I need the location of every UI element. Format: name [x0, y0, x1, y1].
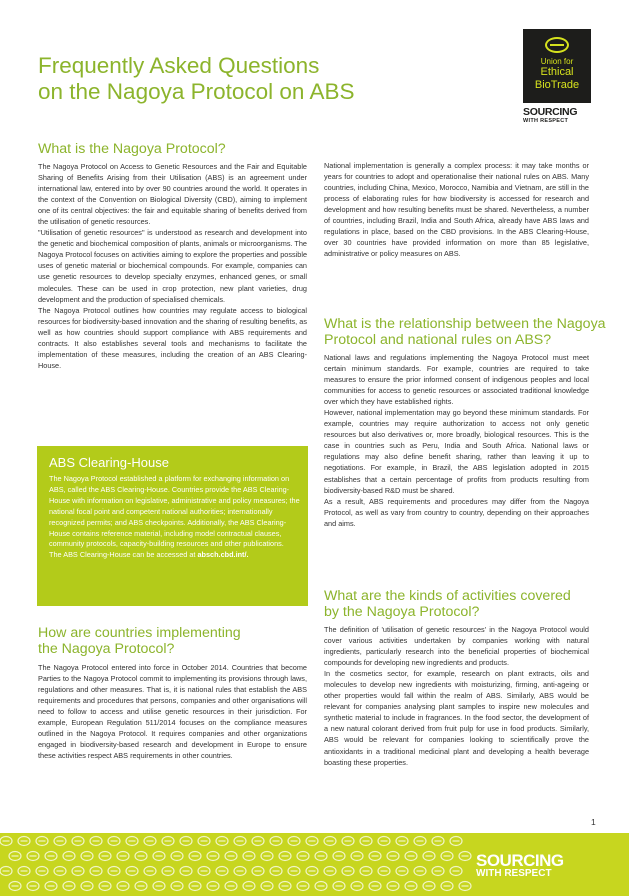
logo-line3: BioTrade [534, 79, 580, 91]
footer-emblem-icon [378, 837, 390, 846]
footer-emblem-icon [297, 882, 309, 891]
footer-emblem-icon [342, 837, 354, 846]
footer-emblem-icon [72, 837, 84, 846]
q3-heading-line1: What is the relationship between the Nagoya [324, 316, 606, 332]
q1-paragraph-2: "Utilisation of genetic resources" is understood as research and development into the genetic and biochemical composition of plants, animals or microorganisms. The Nagoya Protocol focuses on activities aiming to explore the properties and possible uses of genetic material or biochemical compounds. For example, companies can use genetic resources to develop specialty enzymes, enhanced genes, or small molecules. These can be used in crop protection, new plant varieties, drug development and the production of specialised chemicals. [38, 228, 307, 304]
footer-emblem-icon [225, 852, 237, 861]
footer-emblem-icon [135, 882, 147, 891]
abs-clearing-house-link[interactable]: absch.cbd.int/. [197, 550, 249, 560]
footer-tagline-sub: WITH RESPECT [476, 868, 552, 879]
footer-emblem-icon [324, 867, 336, 876]
uebt-emblem-icon [545, 37, 569, 53]
page-title-line2: on the Nagoya Protocol on ABS [38, 79, 355, 104]
footer-emblem-icon [396, 867, 408, 876]
footer-emblem-icon [351, 882, 363, 891]
q4-paragraph-2: In the cosmetics sector, for example, research on plant extracts, oils and molecules to develop new ingredients with moisturizing, firming, anti-ageing or other properties would fall within the realm of ABS. Similarly, ABS would be relevant for companies analysing plant samples to inspire new molecules and synthetic material to include in fragrances. In the food sector, the development of a new natural colorant derived from fruit pulp for use in food products. Similarly, ABS would be relevant for companies looking to scientifically prove the antioxidants in a traditional medicinal plant and developing a health beverage boasting these properties. [324, 669, 589, 767]
q3-body [324, 352, 589, 529]
logo-line2: Ethical [540, 66, 574, 78]
footer-emblem-icon [450, 867, 462, 876]
footer-emblem-icon [126, 867, 138, 876]
page-title-line1: Frequently Asked Questions [38, 53, 320, 78]
footer-emblem-icon [252, 837, 264, 846]
footer-emblem-icon [171, 852, 183, 861]
footer-emblem-icon [54, 867, 66, 876]
footer-emblem-icon [153, 852, 165, 861]
footer-emblem-icon [279, 852, 291, 861]
footer-emblem-icon [216, 867, 228, 876]
footer-emblem-icon [288, 867, 300, 876]
footer-emblem-icon [144, 867, 156, 876]
footer-emblem-icon [450, 837, 462, 846]
footer-emblem-icon [81, 852, 93, 861]
footer-emblem-icon [117, 852, 129, 861]
page-title [38, 53, 478, 105]
footer-emblem-icon [189, 852, 201, 861]
q2-body [38, 662, 307, 761]
footer-emblem-icon [225, 882, 237, 891]
footer-emblem-icon [90, 867, 102, 876]
footer-emblem-icon [333, 882, 345, 891]
footer-emblem-icon [441, 882, 453, 891]
footer-emblem-icon [369, 882, 381, 891]
q2-paragraph-1: The Nagoya Protocol entered into force in October 2014. Countries that become Parties to the Nagoya Protocol commit to implementing its provisions through laws, regulations and other measures. That is, it is national rules that establish the ABS requirements and procedures that persons, companies and other organisations will need to follow to access and utilise genetic resources in their jurisdiction. For example, European Regulation 511/2014 focuses on the compliance measures outlined in the Nagoya Protocol. It requires companies and other organizations engaged in biodiversity-based research and development in Europe to ensure these activities respect ABS requirements in other countries. [38, 663, 307, 761]
q3-heading-line2: Protocol and national rules on ABS? [324, 332, 552, 348]
footer-emblem-icon [198, 837, 210, 846]
q1-body [38, 161, 307, 371]
sourcing-tagline-sub: WITH RESPECT [523, 118, 569, 124]
footer-emblem-icon [297, 852, 309, 861]
q1-heading: What is the Nagoya Protocol? [38, 141, 226, 157]
abs-clearing-house-box [37, 446, 308, 606]
footer-emblem-icon [369, 852, 381, 861]
footer-emblem-icon [234, 867, 246, 876]
footer-emblem-icon [432, 837, 444, 846]
footer-emblem-icon [423, 882, 435, 891]
box-title: ABS Clearing-House [49, 455, 169, 470]
footer-emblem-icon [405, 852, 417, 861]
footer-emblem-icon [333, 852, 345, 861]
footer-emblem-icon [270, 867, 282, 876]
box-text [49, 474, 301, 561]
footer-emblem-icon [162, 837, 174, 846]
footer-emblem-icon [243, 882, 255, 891]
footer-emblem-icon [27, 852, 39, 861]
footer-emblem-icon [36, 837, 48, 846]
footer-emblem-icon [108, 867, 120, 876]
footer-emblem-icon [198, 867, 210, 876]
box-body: The Nagoya Protocol established a platform for exchanging information on ABS, called the ABS Clearing-House. Countries provide the ABS Clearing-House with information on legislative, administrative and policy measures; the national focal point and competent national authorities; internationally recognized permits; and ABS checkpoints. Additionally, the ABS Clearing-House contains reference material, including model contractual clauses, community protocols, capacity-building resources and other publications. [49, 474, 300, 549]
footer-emblem-icon [27, 882, 39, 891]
footer-tagline-main: SOURCING [476, 851, 564, 870]
footer-emblem-icon [36, 867, 48, 876]
footer-emblem-icon [396, 837, 408, 846]
q4-heading-line1: What are the kinds of activities covered [324, 588, 571, 604]
q3-paragraph-1: National laws and regulations implementing the Nagoya Protocol must meet certain minimum standards. For example, countries are required to take measures to ensure the prior informed consent of indigenous peoples and local communities for access to genetic resources or associated traditional knowledge over which they have established rights. [324, 353, 589, 407]
footer-emblem-icon [99, 852, 111, 861]
page-number: 1 [591, 817, 596, 827]
q1-paragraph-3: The Nagoya Protocol outlines how countries may regulate access to biological resources for biodiversity-based innovation and the sharing of resulting benefits, as well as how countries should support compliance with ABS requirements and contracts. It also establishes several tools and mechanisms to facilitate the implementation of these measures, including the creation of an ABS Clearing-House. [38, 305, 307, 370]
footer-emblem-icon [108, 837, 120, 846]
footer-emblem-icon [234, 837, 246, 846]
footer-emblem-icon [360, 867, 372, 876]
sourcing-tagline-main: SOURCING [523, 106, 578, 118]
footer-emblem-icon [45, 882, 57, 891]
footer-emblem-icon [324, 837, 336, 846]
footer-emblem-icon [216, 837, 228, 846]
sourcing-tagline [523, 107, 603, 125]
footer-emblem-icon [306, 867, 318, 876]
footer-emblem-icon [180, 837, 192, 846]
footer-emblem-icon [171, 882, 183, 891]
footer-emblem-icon [207, 882, 219, 891]
footer-emblem-icon [63, 852, 75, 861]
footer-emblem-icon [360, 837, 372, 846]
q2-heading-line2: the Nagoya Protocol? [38, 641, 175, 657]
footer-emblem-icon [72, 867, 84, 876]
logo-line1: Union for [540, 57, 574, 66]
footer-emblem-icon [315, 852, 327, 861]
footer-emblem-icon [423, 852, 435, 861]
footer-emblem-icon [459, 852, 471, 861]
footer-emblem-icon [180, 867, 192, 876]
footer-emblem-icon [90, 837, 102, 846]
footer-emblem-icon [288, 837, 300, 846]
q4-paragraph-1: The definition of 'utilisation of genetic resources' in the Nagoya Protocol would cover various activities undertaken by companies working with natural ingredients, particularly research into the beneficial properties of biochemical compounds for developing new ingredients and products. [324, 625, 589, 668]
footer-emblem-icon [243, 852, 255, 861]
footer-emblem-icon [189, 882, 201, 891]
footer-emblem-icon [144, 837, 156, 846]
q3-heading [324, 316, 606, 348]
footer-emblem-icon [153, 882, 165, 891]
q2-continuation [324, 160, 589, 259]
footer-emblem-icon [414, 837, 426, 846]
footer-emblem-icon [306, 837, 318, 846]
footer-emblem-icon [261, 852, 273, 861]
footer-emblem-icon [315, 882, 327, 891]
footer-emblem-icon [135, 852, 147, 861]
footer-emblem-icon [0, 867, 12, 876]
footer-emblem-icon [54, 837, 66, 846]
footer-emblem-icon [405, 882, 417, 891]
footer-emblem-icon [99, 882, 111, 891]
q4-body [324, 624, 589, 768]
footer-emblem-icon [9, 882, 21, 891]
q3-paragraph-3: As a result, ABS requirements and procedures may differ from the Nagoya Protocol, as well as vary from country to country, depending on their approaches and aims. [324, 496, 589, 528]
footer-emblem-icon [441, 852, 453, 861]
q2-continuation-paragraph: National implementation is generally a complex process: it may take months or years for countries to adopt and operationalise their national rules on ABS. Many countries, including China, Mexico, Morocco, Namibia and Vietnam, are still in the process of elaborating rules for how biodiversity is accessed for research and development and how resulting benefits must be shared. Nevertheless, a number of countries, including Brazil, India and South Africa, already have ABS laws and regulations in place, based on the CBD provisions. In the ABS Clearing-House, over 30 countries have provided information on more than 85 legislative, administrative or policy measures on ABS. [324, 161, 589, 259]
q3-paragraph-2: However, national implementation may go beyond these minimum standards. For example, countries may require authorization to access not only genetic resources but also derivatives or, more broadly, biological resources. This is the case in countries such as Peru, India and South Africa. National laws or regulations may also define benefit sharing, rather than leaving it up to negotiations. For example, in Brazil, the ABS legislation adopted in 2015 establishes that a certain percentage of profits from products resulting from biodiversity-based R&D must be shared. [324, 408, 589, 495]
footer-emblem-icon [342, 867, 354, 876]
footer-band [0, 833, 629, 896]
footer-tagline [476, 853, 564, 880]
q2-heading [38, 625, 241, 657]
uebt-logo [523, 29, 591, 103]
q1-paragraph-1: The Nagoya Protocol on Access to Genetic Resources and the Fair and Equitable Sharing of Benefits Arising from their Utilisation (ABS) is an agreement under international law, entered into by over 90 countries around the world. It operates in the context of the Convention on Biological Diversity (CBD), aiming to implement one of its central objectives: the fair and equitable sharing of benefits derived from the utilisation of genetic resources. [38, 162, 307, 227]
footer-emblem-icon [414, 867, 426, 876]
footer-emblem-icon [279, 882, 291, 891]
footer-emblem-icon [0, 837, 12, 846]
footer-emblem-icon [387, 882, 399, 891]
footer-emblem-icon [378, 867, 390, 876]
q2-heading-line1: How are countries implementing [38, 625, 241, 641]
footer-emblem-icon [387, 852, 399, 861]
footer-emblem-icon [18, 867, 30, 876]
footer-emblem-icon [261, 882, 273, 891]
footer-emblem-icon [45, 852, 57, 861]
footer-emblem-icon [270, 837, 282, 846]
footer-emblem-icon [9, 852, 21, 861]
footer-emblem-icon [252, 867, 264, 876]
footer-emblem-icon [432, 867, 444, 876]
footer-emblem-icon [81, 882, 93, 891]
footer-emblem-icon [18, 837, 30, 846]
footer-emblem-icon [459, 882, 471, 891]
footer-emblem-icon [126, 837, 138, 846]
q4-heading-line2: by the Nagoya Protocol? [324, 604, 480, 620]
q4-heading [324, 588, 571, 620]
footer-emblem-icon [351, 852, 363, 861]
box-access-prefix: The ABS Clearing-House can be accessed at [49, 550, 198, 560]
footer-emblem-icon [162, 867, 174, 876]
footer-emblem-icon [117, 882, 129, 891]
footer-emblem-icon [207, 852, 219, 861]
footer-emblem-icon [63, 882, 75, 891]
